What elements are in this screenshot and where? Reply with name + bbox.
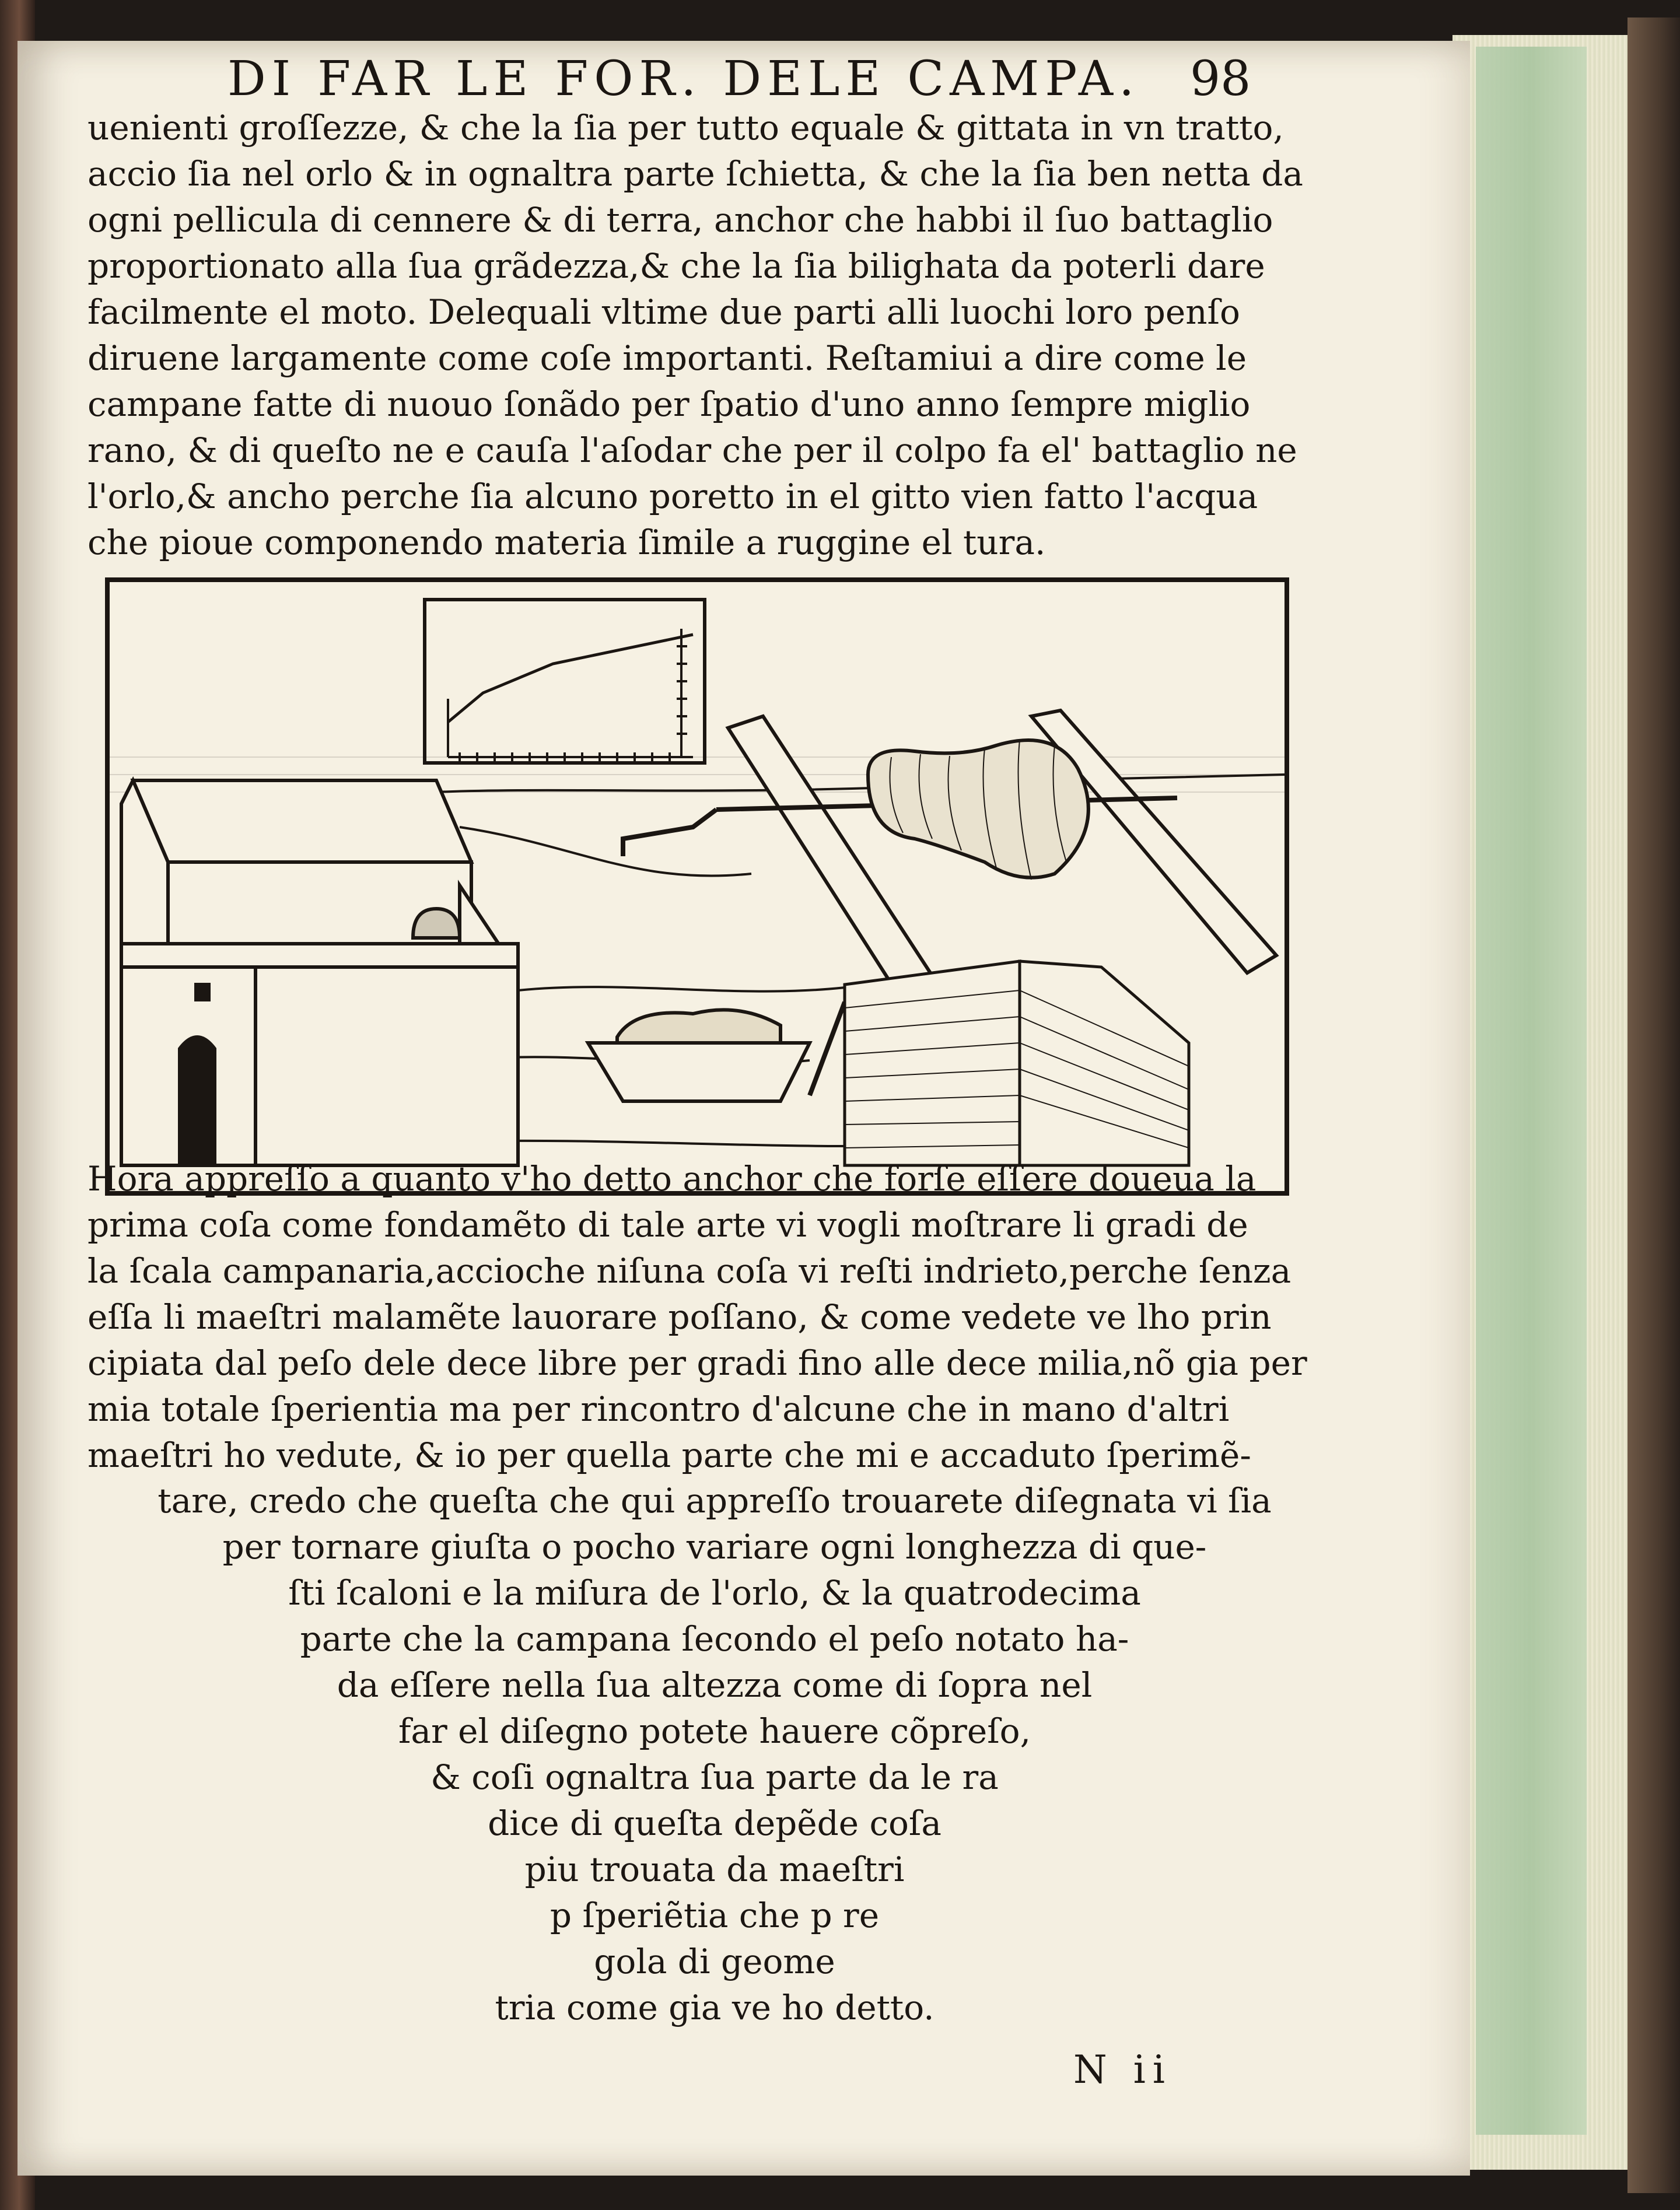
text-line: maeſtri ho vedute, & io per quella parte che mi e accaduto ſperimẽ-: [88, 1435, 1251, 1475]
text-line: piu trouata da maeſtri: [524, 1850, 905, 1889]
text-line: rano, & di queſto ne e cauſa l'aſodar che per il colpo fa el' battaglio ne: [88, 430, 1297, 470]
text-line: l'orlo,& ancho perche ſia alcuno poretto in el gitto vien fatto l'acqua: [88, 477, 1258, 516]
foundry-house: [121, 780, 518, 1165]
text-line: ogni pellicula di cennere & di terra, anchor che habbi il ſuo battaglio: [88, 200, 1273, 240]
text-line: mia totale ſperientia ma per rincontro d'alcune che in mano d'altri: [88, 1389, 1230, 1429]
text-line: la ſcala campanaria,accioche niſuna coſa vi reſti indrieto,perche ſenza: [88, 1251, 1292, 1291]
bell-model: [868, 740, 1088, 880]
book-cover-right: [1628, 17, 1680, 2193]
paragraph-tapered: [88, 1478, 1342, 2031]
text-line: cipiata dal peſo dele dece libre per gradi fino alle dece milia,nõ gia per: [88, 1343, 1307, 1383]
text-line: ſti ſcaloni e la miſura de l'orlo, & la quatrodecima: [288, 1573, 1141, 1613]
signature-mark: N ii: [1073, 2047, 1172, 2092]
text-line: far el diſegno potete hauere cõpreſo,: [398, 1711, 1031, 1751]
text-line: p ſperiẽtia che p re: [550, 1896, 880, 1935]
text-line: per tornare giuſta o pocho variare ogni longhezza di que-: [222, 1527, 1207, 1567]
text-line: tare, credo che queſta che qui appreſſo trouarete diſegnata vi ſia: [158, 1481, 1272, 1521]
running-title: DI FAR LE FOR. DELE CAMPA.: [228, 51, 1140, 107]
text-line: accio ſia nel orlo & in ognaltra parte ſchietta, & che la ſia ben netta da: [88, 154, 1303, 194]
brick-furnace: [845, 961, 1189, 1165]
book-page: [18, 41, 1470, 2176]
text-line: proportionato alla ſua grãdezza,& che la ſia bilighata da poterli dare: [88, 246, 1265, 286]
green-tinted-page-edge: [1476, 47, 1587, 2135]
folio-number: 98: [1190, 51, 1251, 107]
woodcut-illustration-bell-turning: [105, 577, 1289, 1196]
text-line: & coſi ognaltra ſua parte da le ra: [430, 1757, 999, 1797]
text-line: uenienti groſſezze, & che la ſia per tutto equale & gittata in vn tratto,: [88, 108, 1284, 148]
paragraph-top: [88, 105, 1342, 566]
scale-ticks: [460, 646, 687, 763]
text-line: che pioue componendo materia ſimile a ruggine el tura.: [88, 523, 1046, 562]
text-line: Hora appreſſo a quanto v'ho detto anchor che forſe eſſere doueua la: [88, 1159, 1256, 1199]
text-line: diruene largamente come coſe importanti. Reſtamiui a dire come le: [88, 338, 1247, 378]
paragraph-middle: [88, 1156, 1342, 1479]
trough: [588, 1010, 810, 1101]
text-line: da eſſere nella ſua altezza come di ſopra nel: [337, 1665, 1093, 1705]
text-line: eſſa li maeſtri malamẽte lauorare poſſano, & come vedete ve lho prin: [88, 1297, 1272, 1337]
scale-board: [425, 600, 705, 763]
text-line: gola di geome: [594, 1942, 835, 1981]
text-line: tria come gia ve ho detto.: [495, 1988, 935, 2027]
text-line: prima coſa come fondamẽto di tale arte vi vogli moſtrare li gradi de: [88, 1205, 1248, 1245]
text-line: dice di queſta depẽde coſa: [488, 1803, 942, 1843]
text-line: campane fatte di nuouo ſonãdo per ſpatio d'uno anno ſempre miglio: [88, 384, 1251, 424]
text-line: facilmente el moto. Delequali vltime due parti alli luochi loro penſo: [88, 292, 1240, 332]
woodcut-drawing: [110, 582, 1284, 1191]
text-line: parte che la campana ſecondo el peſo notato ha-: [300, 1619, 1129, 1659]
